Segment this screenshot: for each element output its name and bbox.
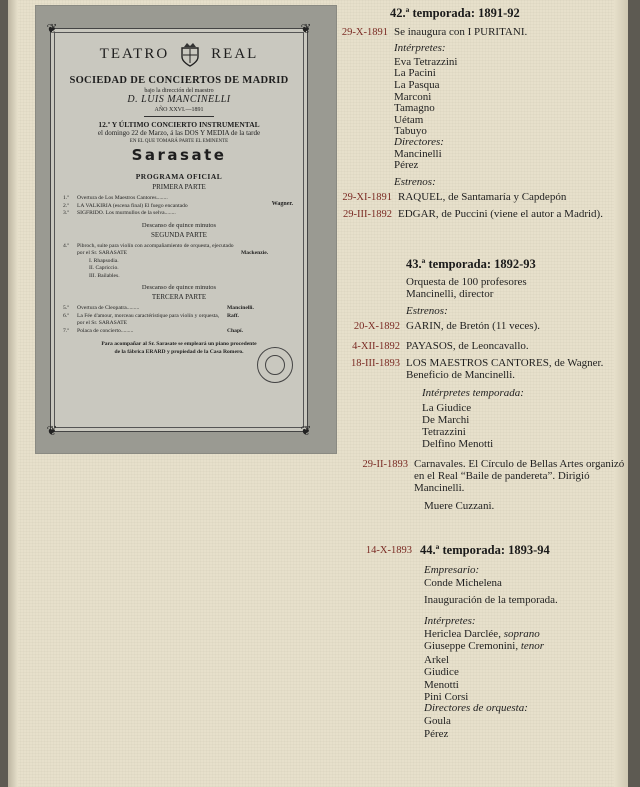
item-number: 6.º [63,312,69,319]
singer: Giudice [424,666,459,678]
director: Mancinelli [394,148,442,160]
poster-sub-item: III. Bailables. [89,272,120,279]
estreno-payasos: PAYASOS, de Leoncavallo. [406,340,529,352]
singer: Delfino Menotti [422,438,494,450]
singer: La Pasqua [394,79,440,91]
singer: Arkel [424,654,450,666]
item-number: 5.º [63,305,69,311]
poster-director: D. LUIS MANCINELLI [127,94,231,105]
poster-programa: PROGRAMA OFICIAL [135,172,223,181]
date-14-x-1893: 14-X-1893 [365,545,412,556]
poster-bottom-line: Para acompañar al Sr. Sarasate se empleará un piano procedente [101,341,257,347]
poster-descanso: Descanso de quince minutos [141,284,217,291]
item-text: Overtura de Los Maestros Cantores........ [77,195,168,201]
singer: De Marchi [422,414,470,426]
poster-sub-item: II. Capriccio. [89,265,119,271]
interpretes-temporada-label: Intérpretes temporada: [422,387,524,399]
poster-concierto: 12.º Y ÚLTIMO CONCIERTO INSTRUMENTAL [98,120,260,129]
item-text: Polaca de concierto......... [77,327,134,334]
item-composer: Chapí. [227,327,244,334]
book-page [8,0,628,787]
page-right-edge [614,0,628,787]
item-number: 2.º [63,202,69,209]
inaugura-line: Se inaugura con I PURITANI. [394,26,528,38]
empresario-name: Conde Michelena [424,577,502,589]
season-42-heading: 42.ª temporada: 1891-92 [390,6,520,20]
poster-fecha: el domingo 22 de Marzo, á las DOS Y MEDIA de la tarde [97,129,261,137]
director: Pérez [424,728,449,740]
corner-ornament-icon: ❦ [46,423,58,438]
singer: Menotti [424,679,459,691]
poster-item [63,243,299,258]
estreno-raquel: RAQUEL, de Santamaría y Capdepón [398,191,567,203]
poster-tercera-parte: TERCERA PARTE [151,293,207,301]
date-29-ii-1893: 29-II-1893 [362,459,408,470]
singer: La Giudice [422,402,472,414]
beneficio-line: Beneficio de Mancinelli. [406,369,516,381]
item-text: SIGFRIDO. Los murmullos de la selva........ [77,210,176,216]
carnavales-line: en el Real “Baile de pandereta”. Dirigió [414,470,590,482]
inauguracion-line: Inauguración de la temporada. [424,594,558,606]
item-text: LA VALKIRIA (escena final) El fuego encantado [77,202,188,209]
singer: Tetrazzini [422,426,466,438]
mancinelli-director: Mancinelli, director [406,288,494,300]
poster-segunda-parte: SEGUNDA PARTE [151,230,207,239]
poster-sarasate: Sarasate [131,146,227,164]
interpretes-label: Intérpretes: [424,615,476,627]
poster-primera-parte: PRIMERA PARTE [152,183,206,191]
singer: Eva Tetrazzini [394,56,458,68]
estrenos-label: Estrenos: [406,305,448,317]
poster-bottom-line: de la fábrica ERARD y propiedad de la Casa Romero. [114,348,244,355]
singer: Tamagno [394,102,435,114]
item-number: 3.º [63,210,69,216]
poster-descanso: Descanso de quince minutos [141,221,217,229]
corner-ornament-icon: ❦ [300,423,312,438]
poster-eminente: EN EL QUE TOMARÁ PARTE EL EMINENTE [129,139,229,144]
item-text: Overtura de Cleopatra......... [77,305,140,311]
singer: Pini Corsi [424,691,469,703]
estreno-garin: GARIN, de Bretón (11 veces). [406,320,540,332]
date-20-x-1892: 20-X-1892 [353,321,400,332]
corner-ornament-icon: ❦ [46,21,58,36]
orquesta-line: Orquesta de 100 profesores [406,276,527,288]
poster-item [63,313,299,328]
date-29-x-1891: 29-X-1891 [341,27,388,38]
carnavales-line: Mancinelli. [414,482,465,494]
singer-name: Hericlea Darclée, [424,628,501,640]
poster-divider [144,116,214,117]
empresario-label: Empresario: [424,564,480,576]
date-29-xi-1891: 29-XI-1891 [342,192,392,203]
voice-type: soprano [503,628,540,640]
muere-line: Muere Cuzzani. [424,500,495,512]
poster-tercera-items [59,305,299,335]
item-number: 7.º [63,327,69,334]
composer-mackenzie: Mackenzie. [241,249,269,256]
poster-stamp-seal [257,347,293,383]
item-composer: Raff. [227,312,239,319]
poster-teatro: TEATRO [99,45,170,62]
item-text: La Fée d'amour, morceau caractéristique para violín y orquesta, por el Sr. SARASATE [77,312,220,326]
poster-item [63,305,299,313]
director: Pérez [394,159,419,171]
estrenos-label: Estrenos: [394,176,436,188]
concert-poster-photo [36,6,336,453]
directores-orquesta-label: Directores de orquesta: [424,702,528,714]
singer-cremonini [424,641,544,652]
singer: La Pacini [394,67,436,79]
date-18-iii-1893: 18-III-1893 [351,358,400,369]
interpretes-label: Intérpretes: [394,42,446,54]
singer: Tabuyo [394,125,427,137]
directores-label: Directores: [394,136,444,148]
item-number: 1.º [63,195,69,201]
date-4-xii-1892: 4-XII-1892 [352,341,400,352]
estreno-maestros: LOS MAESTROS CANTORES, de Wagner. [406,357,604,369]
poster-primera-items [59,195,299,218]
season-43-heading: 43.ª temporada: 1892-93 [406,257,536,271]
estreno-edgar: EDGAR, de Puccini (viene el autor a Madrid). [398,208,603,220]
singer: Marconi [394,91,432,103]
item-number: 4.º [63,242,69,249]
royal-crest-icon [179,41,201,67]
item-text: Pibroch, suite para violín con acompañamiento de orquesta, ejecutado por el Sr. SARASATE [77,242,234,256]
singer-darclee [424,629,540,640]
composer-wagner: Wagner. [271,201,293,207]
voice-type: tenor [520,640,545,652]
poster-sociedad: SOCIEDAD DE CONCIERTOS DE MADRID [69,75,289,86]
poster-content [46,21,312,438]
poster-segunda-items [59,243,299,281]
poster-sub-item: I. Rhapsodia. [89,257,119,264]
poster-item [63,203,299,211]
singer: Uétam [394,114,424,126]
poster-header [59,41,299,67]
poster-ano: AÑO XXVI.—1891 [154,107,204,113]
corner-ornament-icon: ❦ [300,21,312,36]
poster-real: REAL [211,45,259,62]
singer-name: Giuseppe Cremonini, [424,640,519,652]
poster-item [63,210,299,218]
date-29-iii-1892: 29-III-1892 [343,209,392,220]
page-gutter-shadow [8,0,18,787]
carnavales-line: Carnavales. El Círculo de Bellas Artes organizó [414,458,625,470]
season-44-heading: 44.ª temporada: 1893-94 [420,543,550,557]
item-composer: Mancinelli. [227,305,254,311]
poster-item [63,328,299,336]
director: Goula [424,715,451,727]
poster-bajo: bajo la dirección del maestro [144,88,214,94]
poster-item [63,195,299,203]
